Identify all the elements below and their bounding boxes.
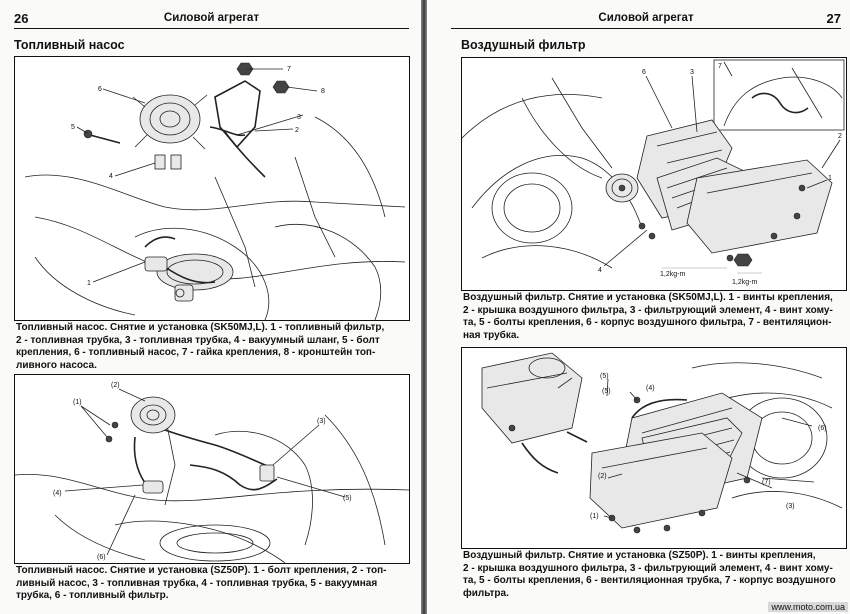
callout-5: 5 — [71, 124, 75, 131]
caption-line: 2 - крышка воздушного фильтра, 3 - фильтрующий элемент, 4 - винт хому- — [463, 304, 833, 316]
callout-6: 6 — [642, 69, 646, 76]
caption-line: трубка, 6 - топливный фильтр. — [16, 590, 169, 601]
callout-1: (1) — [590, 513, 599, 520]
page-number: 27 — [826, 11, 841, 26]
callout-6: (6) — [97, 554, 106, 561]
section-title: Воздушный фильтр — [461, 38, 586, 52]
figure2-caption — [16, 565, 408, 603]
fuel-filter — [143, 481, 163, 493]
callout-1: 1 — [87, 280, 91, 287]
caption-line: Воздушный фильтр. Снятие и установка (SZ50P). 1 - винты крепления, — [463, 550, 816, 561]
filter-cover — [590, 433, 732, 528]
callout-5: (5) — [602, 388, 611, 395]
caption-line: та, 5 - болты крепления, 6 - корпус воздушного фильтра, 7 - вентиляцион- — [463, 317, 832, 328]
caption-line: Топливный насос. Снятие и установка (SK50MJ,L). 1 - топливный фильтр, — [16, 322, 385, 333]
section-title: Топливный насос — [14, 38, 125, 52]
page-header — [451, 10, 841, 29]
callout-3: (3) — [786, 503, 795, 510]
air-filter-diagram-sz50p — [462, 348, 846, 548]
callout-1: 1 — [828, 175, 832, 182]
callout-4: (4) — [646, 385, 655, 392]
caption-line: ливного насоса. — [16, 359, 97, 371]
fuel-pump-diagram-sk50m — [15, 57, 409, 320]
callout-3: (3) — [317, 418, 326, 425]
callout-8: 8 — [321, 88, 325, 95]
callout-2: (2) — [598, 473, 607, 480]
callout-7: (7) — [762, 479, 771, 486]
caption-line: Топливный насос. Снятие и установка (SZ50P). 1 - болт крепления, 2 - топ- — [16, 565, 387, 576]
torque-label: 1,2kg-m — [660, 271, 686, 278]
running-title: Силовой агрегат — [163, 12, 260, 24]
fuel-pump-body — [131, 397, 175, 433]
figure2-caption — [463, 550, 845, 600]
figure1-caption — [463, 292, 845, 342]
caption-line: Воздушный фильтр. Снятие и установка (SK50MJ,L). 1 - винты крепления, — [463, 292, 833, 303]
vent-tube-inset — [714, 60, 844, 130]
pump-bracket — [215, 81, 260, 147]
caption-line: ная трубка. — [463, 329, 520, 341]
air-filter-figure-sk50m — [461, 57, 847, 291]
caption-line: 2 - топливная трубка, 3 - топливная трубка, 4 - вакуумный шланг, 5 - болт — [16, 334, 380, 346]
fuel-pump-diagram-sz50p — [15, 375, 409, 563]
air-filter-diagram-sk50m — [462, 58, 846, 290]
nut-right — [273, 81, 289, 93]
filter-body-inset — [482, 353, 582, 443]
callout-3: 3 — [297, 114, 301, 121]
fuel-pump-figure-sk50m — [14, 56, 410, 321]
page-header — [14, 10, 409, 29]
left-page — [0, 0, 421, 614]
caption-line: крепления, 6 - топливный насос, 7 - гайка крепления, 8 - кронштейн топ- — [16, 347, 376, 358]
torque-label: 1,2kg-m — [732, 279, 758, 286]
caption-line: фильтра. — [463, 587, 509, 599]
callout-4: 4 — [109, 173, 113, 180]
callout-7: 7 — [718, 63, 722, 70]
callout-5: (5) — [600, 373, 609, 380]
callout-6: (6) — [818, 425, 827, 432]
callout-4: (4) — [53, 490, 62, 497]
right-page — [427, 0, 850, 614]
figure1-caption — [16, 322, 408, 372]
running-title: Силовой агрегат — [598, 12, 694, 24]
callout-2: 2 — [295, 127, 299, 134]
callout-2: 2 — [838, 133, 842, 140]
watermark-url: www.moto.com.ua — [768, 602, 848, 612]
callout-4: 4 — [598, 267, 602, 274]
caption-line: ливный насос, 3 - топливная трубка, 4 - топливная трубка, 5 - вакуумная — [16, 577, 378, 589]
callout-6: 6 — [98, 86, 102, 93]
callout-2: (2) — [111, 382, 120, 389]
callout-5: (5) — [343, 495, 352, 502]
fuel-tube — [165, 430, 270, 467]
fuel-pump-figure-sz50p — [14, 374, 410, 564]
callout-1: (1) — [73, 399, 82, 406]
caption-line: та, 5 - болты крепления, 6 - вентиляционная трубка, 7 - корпус воздушного — [463, 575, 836, 586]
callout-7: 7 — [287, 66, 291, 73]
callout-3: 3 — [690, 69, 694, 76]
caption-line: 2 - крышка воздушного фильтра, 3 - фильтрующий элемент, 4 - винт хому- — [463, 562, 833, 574]
air-filter-figure-sz50p — [461, 347, 847, 549]
page-number: 26 — [14, 11, 29, 26]
